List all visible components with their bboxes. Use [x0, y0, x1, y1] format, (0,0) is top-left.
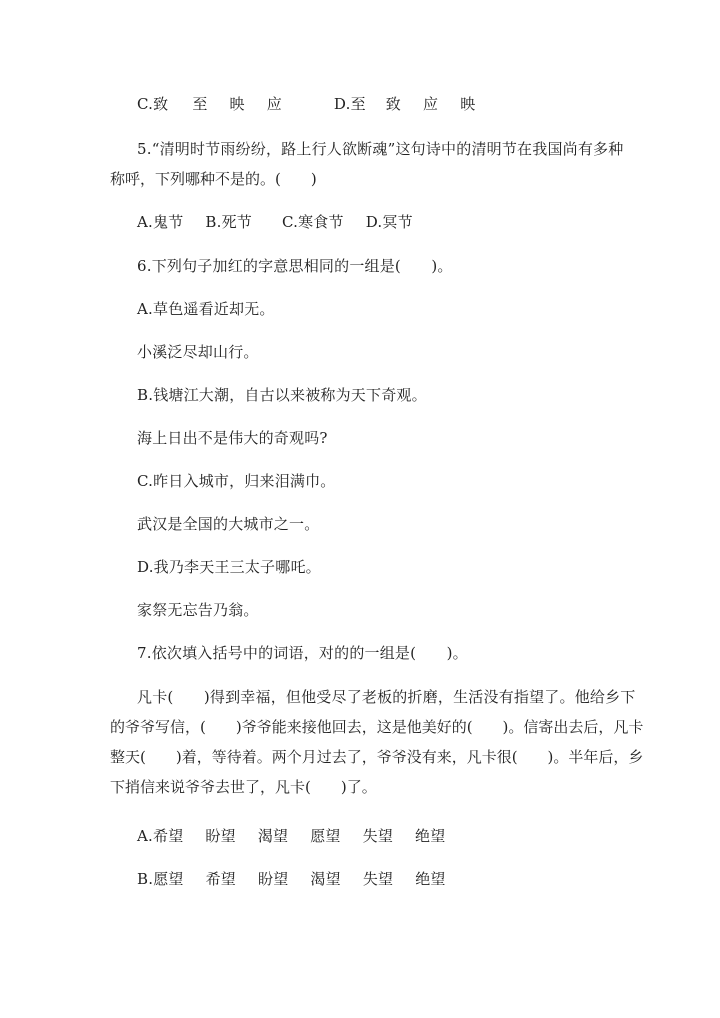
q7-option-a-word: 盼望 [205, 827, 236, 845]
q6-option-c-line1: C.昨日入城市，归来泪满巾。 [137, 472, 336, 490]
q6-option-b-line1: B.钱塘江大潮，自古以来被称为天下奇观。 [137, 386, 427, 404]
q7-option-a-word: 绝望 [415, 827, 446, 845]
q6-option-a-line1: A.草色遥看近却无。 [137, 300, 275, 318]
q7-option-b-word: 失望 [362, 870, 394, 888]
q7-stem: 7.依次填入括号中的词语，对的的一组是( )。 [137, 644, 468, 662]
q7-option-a-word: 失望 [362, 827, 394, 845]
q7-option-a-word: 渴望 [257, 827, 289, 845]
q7-passage-line1: 凡卡( )得到幸福，但他受尽了老板的折磨，生活没有指望了。他给乡下 [137, 688, 636, 706]
q7-passage-line3: 整天( )着，等待着。两个月过去了，爷爷没有来，凡卡很( )。半年后，乡 [110, 748, 644, 766]
q7-passage-line2: 的爷爷写信，( )爷爷能来接他回去，这是他美好的( )。信寄出去后，凡卡 [110, 718, 644, 736]
q5-stem-line1: 5.“清明时节雨纷纷，路上行人欲断魂”这句诗中的清明节在我国尚有多种 [137, 140, 624, 158]
q5-stem-line2: 称呼，下列哪种不是的。( ) [110, 170, 317, 188]
q4-option-c: C.致 [137, 95, 169, 113]
q5-options-row [137, 212, 413, 232]
q5-option-c: C.寒食节 [282, 213, 344, 231]
q4-option-c-word: 映 [229, 95, 245, 113]
q4-option-d-word: 映 [460, 95, 476, 113]
q5-option-d: D.冥节 [365, 213, 413, 231]
q5-option-b: B.死节 [205, 213, 252, 231]
q6-option-b-line2: 海上日出不是伟大的奇观吗? [137, 429, 328, 447]
q7-option-b-word: 盼望 [258, 870, 289, 888]
q5-option-a: A.鬼节 [137, 213, 184, 231]
q6-option-d-line2: 家祭无忘告乃翁。 [137, 601, 259, 619]
q7-passage-line4: 下捎信来说爷爷去世了，凡卡( )了。 [110, 778, 377, 796]
q7-option-a-word: A.希望 [137, 827, 184, 845]
q7-option-a-row [137, 826, 445, 846]
q6-option-c-line2: 武汉是全国的大城市之一。 [137, 515, 320, 533]
q4-option-c-word: 至 [192, 95, 208, 113]
q4-option-d: D.至 [333, 95, 366, 113]
q4-option-c-word: 应 [266, 95, 282, 113]
q6-option-d-line1: D.我乃李天王三太子哪吒。 [137, 558, 321, 576]
q7-option-b-row [137, 869, 446, 889]
q4-options-row [137, 94, 475, 114]
q7-option-b-word: 渴望 [310, 870, 341, 888]
q7-option-b-word: 绝望 [415, 870, 446, 888]
q7-option-a-word: 愿望 [310, 827, 341, 845]
q4-option-d-word: 致 [385, 95, 401, 113]
q7-option-b-word: B.愿望 [137, 870, 184, 888]
q6-stem: 6.下列句子加红的字意思相同的一组是( )。 [137, 257, 453, 275]
q4-option-d-word: 应 [423, 95, 439, 113]
q7-option-b-word: 希望 [205, 870, 236, 888]
q6-option-a-line2: 小溪泛尽却山行。 [137, 343, 259, 361]
